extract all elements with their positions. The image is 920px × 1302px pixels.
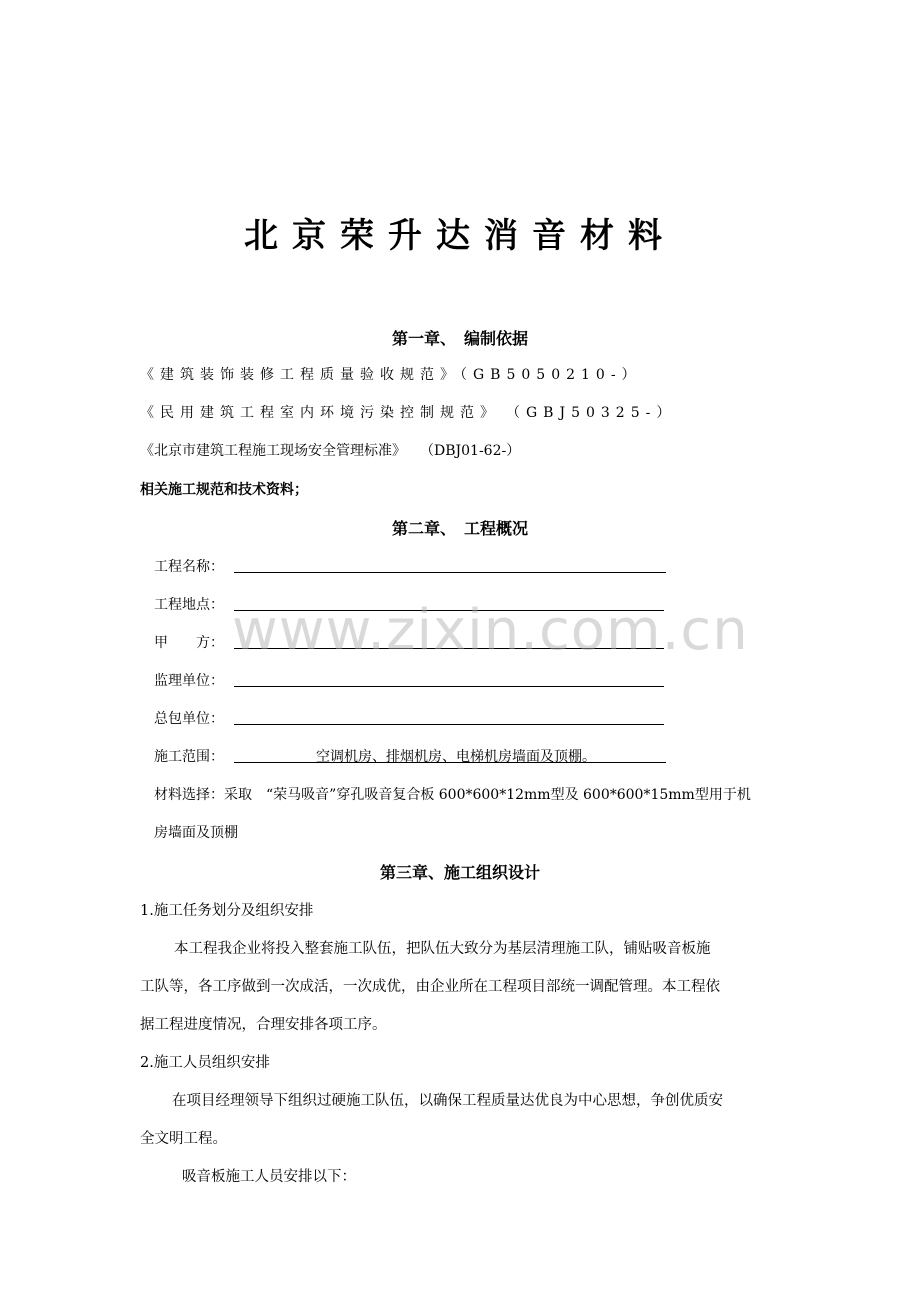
scope-label: 施工范围： <box>154 749 224 765</box>
project-name-label: 工程名称： <box>154 559 224 575</box>
chapter1-heading: 第一章、 编制依据 <box>391 329 528 348</box>
general-contractor-label: 总包单位： <box>154 711 224 727</box>
basis-item-3: 《北京市建筑工程施工现场安全管理标准》 （DBJ01-62-） <box>140 443 521 459</box>
section1-line-2: 工队等，各工序做到一次成活，一次成优，由企业所在工程项目部统一调配管理。本工程依 <box>140 979 720 995</box>
section2-line-1: 在项目经理领导下组织过硬施工队伍，以确保工程质量达优良为中心思想，争创优质安 <box>172 1093 723 1109</box>
section1-line-3: 据工程进度情况，合理安排各项工序。 <box>140 1017 387 1033</box>
supervisor-label: 监理单位： <box>154 673 224 689</box>
party-a-label: 甲 方： <box>154 635 224 651</box>
section2-line-2: 全文明工程。 <box>140 1131 227 1147</box>
section1-line-1: 本工程我企业将投入整套施工队伍，把队伍大致分为基层清理施工队，铺贴吸音板施 <box>174 941 711 957</box>
chapter2-heading: 第二章、 工程概况 <box>391 519 528 538</box>
project-location-label: 工程地点： <box>154 597 224 613</box>
material-line-2: 房墙面及顶棚 <box>154 825 238 841</box>
document-title: 北京荣升达消音材料 <box>244 216 676 256</box>
project-name-blank <box>234 572 666 573</box>
section1-heading: 1.施工任务划分及组织安排 <box>140 903 314 919</box>
supervisor-blank <box>234 686 664 687</box>
material-line-1: 材料选择：采取 “荣马吸音”穿孔吸音复合板 600*600*12mm型及 600*600*15mm型用于机 <box>154 787 751 803</box>
basis-item-2: 《民用建筑工程室内环境污染控制规范》 （GBJ50325-） <box>140 405 677 421</box>
section2-heading: 2.施工人员组织安排 <box>140 1055 270 1071</box>
staff-intro: 吸音板施工人员安排以下： <box>182 1169 356 1185</box>
scope-value: 空调机房、排烟机房、电梯机房墙面及顶棚。 <box>316 749 596 765</box>
watermark: www.zixin.com.cn <box>232 598 749 663</box>
general-contractor-blank <box>234 724 664 725</box>
chapter1-note: 相关施工规范和技术资料； <box>140 482 308 498</box>
scope-underline <box>234 762 666 763</box>
basis-item-1: 《建筑装饰装修工程质量验收规范》（GB5050210-） <box>140 367 642 383</box>
chapter3-heading: 第三章、施工组织设计 <box>379 863 540 882</box>
